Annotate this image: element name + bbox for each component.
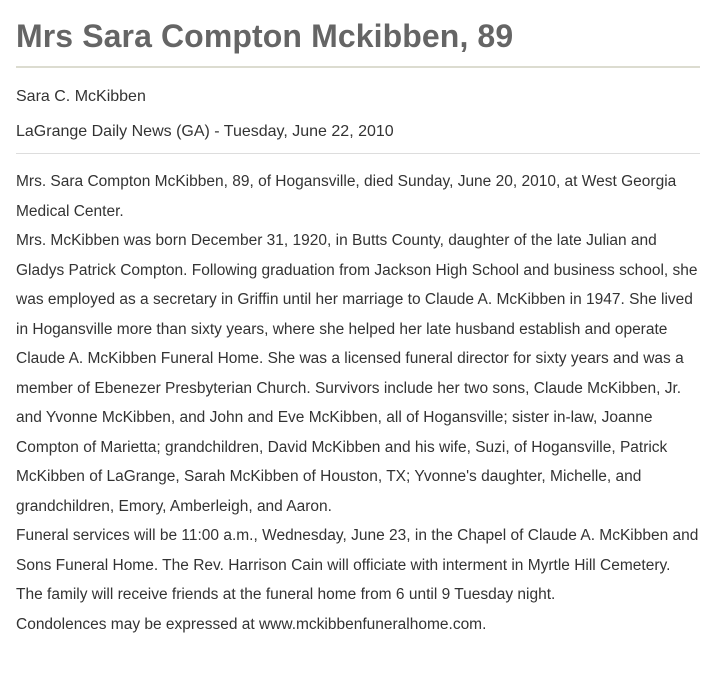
deceased-name: Sara C. McKibben: [16, 88, 146, 105]
publication-source: LaGrange Daily News (GA) - Tuesday, June 22, 2010: [16, 123, 394, 140]
body-paragraph: Mrs. Sara Compton McKibben, 89, of Hogansville, died Sunday, June 20, 2010, at West Georgia Medical Center.: [16, 173, 677, 220]
obituary-page: [16, 0, 700, 639]
body-paragraph: Mrs. McKibben was born December 31, 1920, in Butts County, daughter of the late Julian and Gladys Patrick Compton. Following graduation from Jackson High School and business school, she was employed as a secretary in Griffin until her marriage to Claude A. McKibben in 1947. She lived in Hogansville more than sixty years, where she helped her late husband establish and operate Claude A. McKibben Funeral Home. She was a licensed funeral director for sixty years and was a member of Ebenezer Presbyterian Church. Survivors include her two sons, Claude McKibben, Jr. and Yvonne McKibben, and John and Eve McKibben, all of Hogansville; sister in-law, Joanne Compton of Marietta; grandchildren, David McKibben and his wife, Suzi, of Hogansville, Patrick McKibben of LaGrange, Sarah McKibben of Houston, TX; Yvonne's daughter, Michelle, and grandchildren, Emory, Amberleigh, and Aaron.: [16, 232, 698, 515]
obituary-body: [16, 154, 700, 639]
body-paragraph: Funeral services will be 11:00 a.m., Wednesday, June 23, in the Chapel of Claude A. McKibben and Sons Funeral Home. The Rev. Harrison Cain will officiate with interment in Myrtle Hill Cemetery.: [16, 527, 699, 574]
page-title: Mrs Sara Compton Mckibben, 89: [16, 18, 514, 54]
body-paragraph: Condolences may be expressed at www.mckibbenfuneralhome.com.: [16, 615, 487, 633]
body-paragraph: The family will receive friends at the funeral home from 6 until 9 Tuesday night.: [16, 586, 556, 603]
